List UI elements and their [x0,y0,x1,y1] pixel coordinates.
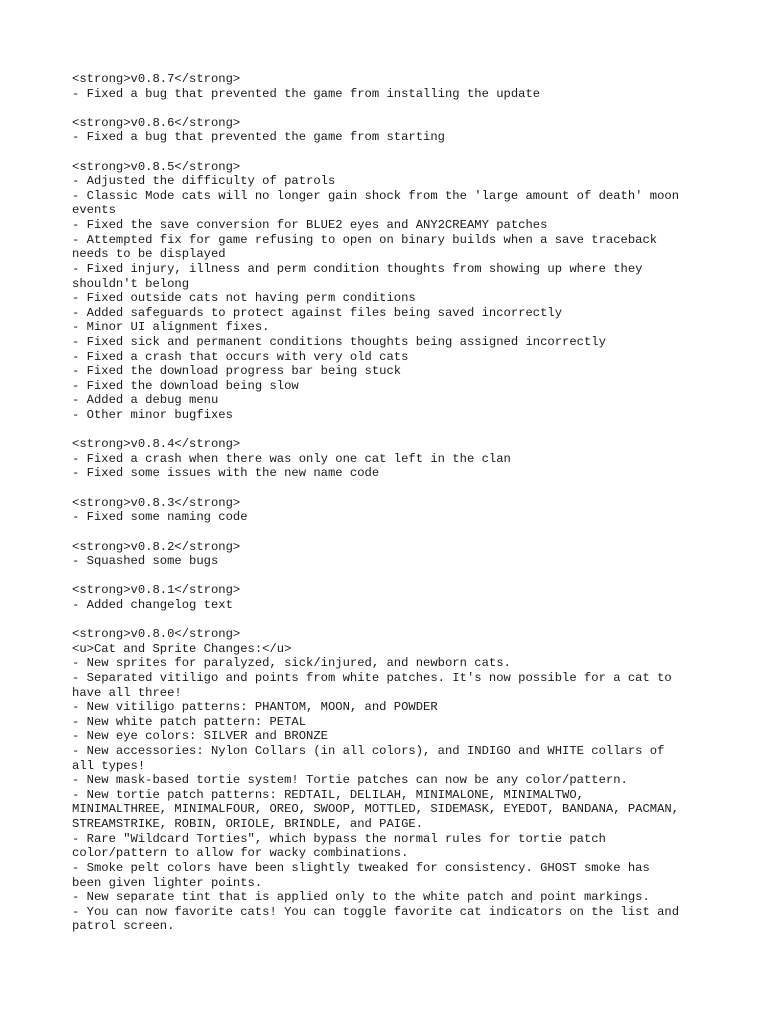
changelog-section [72,437,712,481]
changelog-line: - New accessories: Nylon Collars (in all colors), and INDIGO and WHITE collars of [72,744,665,759]
version-heading: <strong>v0.8.1</strong> [72,583,241,598]
changelog-line: - Fixed a bug that prevented the game from starting [72,130,445,145]
changelog-line: color/pattern to allow for wacky combinations. [72,846,409,861]
changelog-line: - Separated vitiligo and points from white patches. It's now possible for a cat to [72,670,672,685]
changelog-line: - Fixed outside cats not having perm conditions [72,291,416,306]
changelog-line: - Added safeguards to protect against files being saved incorrectly [72,305,563,320]
changelog-line: - New white patch pattern: PETAL [72,714,307,729]
changelog-section [72,72,712,101]
changelog-section [72,160,712,423]
changelog-line: - New vitiligo patterns: PHANTOM, MOON, and POWDER [72,700,438,715]
changelog-section [72,540,712,569]
version-heading: <strong>v0.8.7</strong> [72,72,241,86]
changelog-line: <u>Cat and Sprite Changes:</u> [72,641,292,656]
changelog-line: MINIMALTHREE, MINIMALFOUR, OREO, SWOOP, MOTTLED, SIDEMASK, EYEDOT, BANDANA, PACMAN, [72,802,680,817]
changelog-line: - Fixed injury, illness and perm condition thoughts from showing up where they [72,261,643,276]
changelog-line: - Fixed the download being slow [72,378,299,393]
version-heading: <strong>v0.8.2</strong> [72,539,241,554]
changelog-line: - Fixed the save conversion for BLUE2 eyes and ANY2CREAMY patches [72,218,548,233]
changelog-line: - Other minor bugfixes [72,408,233,423]
changelog-line: - Fixed a crash when there was only one cat left in the clan [72,451,511,466]
changelog-line: - Minor UI alignment fixes. [72,320,270,335]
changelog-line: - Added changelog text [72,597,233,612]
changelog-line: - Attempted fix for game refusing to open on binary builds when a save traceback [72,232,658,247]
changelog-line: - New sprites for paralyzed, sick/injured, and newborn cats. [72,656,511,671]
changelog-line: patrol screen. [72,919,175,934]
version-heading: <strong>v0.8.5</strong> [72,159,241,174]
changelog-line: - New separate tint that is applied only to the white patch and point markings. [72,890,650,905]
changelog-line: - Fixed sick and permanent conditions thoughts being assigned incorrectly [72,334,606,349]
changelog-line: - Smoke pelt colors have been slightly tweaked for consistency. GHOST smoke has [72,860,650,875]
changelog-line: - Fixed the download progress bar being stuck [72,364,402,379]
changelog-line: - Fixed some naming code [72,510,248,525]
changelog-section [72,583,712,612]
changelog-line: been given lighter points. [72,875,263,890]
changelog-line: - Classic Mode cats will no longer gain shock from the 'large amount of death' moon [72,188,680,203]
version-heading: <strong>v0.8.3</strong> [72,495,241,510]
changelog-line: - Adjusted the difficulty of patrols [72,174,336,189]
changelog-section [72,627,712,934]
changelog-line: - Rare "Wildcard Torties", which bypass the normal rules for tortie patch [72,831,606,846]
changelog-section [72,496,712,525]
changelog-line: all types! [72,758,146,773]
changelog-document [72,72,712,949]
changelog-line: have all three! [72,685,182,700]
changelog-line: - You can now favorite cats! You can toggle favorite cat indicators on the list and [72,904,680,919]
changelog-line: - New eye colors: SILVER and BRONZE [72,729,328,744]
changelog-line: shouldn't belong [72,276,190,291]
changelog-line: - Fixed a crash that occurs with very old cats [72,349,409,364]
changelog-line: - Fixed some issues with the new name code [72,466,380,481]
version-heading: <strong>v0.8.4</strong> [72,437,241,452]
changelog-section [72,116,712,145]
changelog-line: STREAMSTRIKE, ROBIN, ORIOLE, BRINDLE, and PAIGE. [72,817,424,832]
changelog-line: - Fixed a bug that prevented the game from installing the update [72,86,541,101]
changelog-line: - Added a debug menu [72,393,219,408]
changelog-line: events [72,203,116,218]
changelog-line: - Squashed some bugs [72,554,219,569]
version-heading: <strong>v0.8.6</strong> [72,115,241,130]
changelog-line: - New mask-based tortie system! Tortie patches can now be any color/pattern. [72,773,628,788]
version-heading: <strong>v0.8.0</strong> [72,627,241,642]
changelog-line: needs to be displayed [72,247,226,262]
changelog-line: - New tortie patch patterns: REDTAIL, DELILAH, MINIMALONE, MINIMALTWO, [72,787,584,802]
